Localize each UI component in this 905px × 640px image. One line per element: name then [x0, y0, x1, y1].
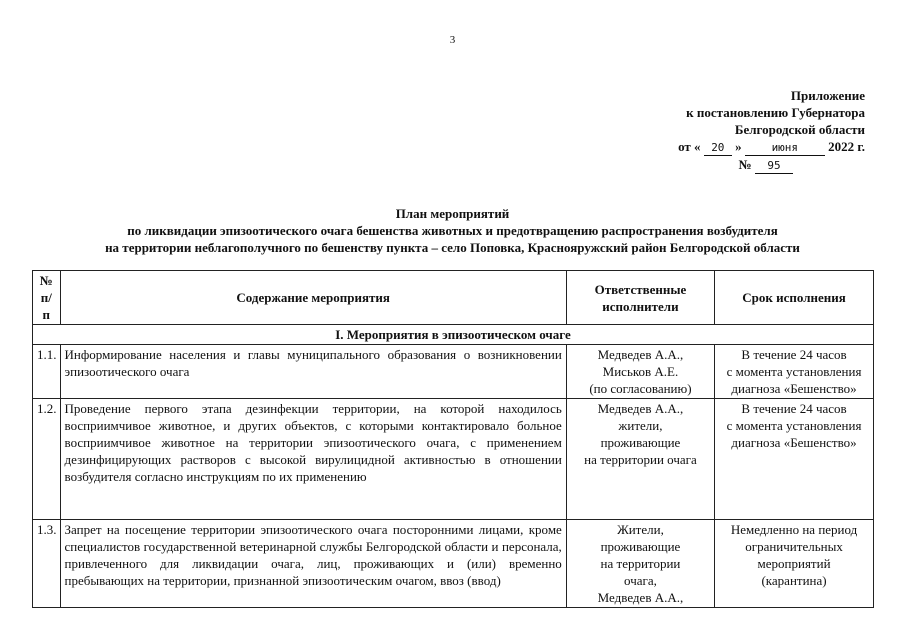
row-responsible: Медведев А.А., Миськов А.Е. (по согласованию): [566, 345, 714, 399]
number-label: №: [738, 157, 752, 172]
table-row: [33, 345, 874, 399]
header-responsible: Ответственные исполнители: [566, 271, 714, 325]
number-value-field: 95: [755, 159, 793, 174]
date-mid: »: [735, 139, 742, 154]
row-content: Проведение первого этапа дезинфекции территории, на которой находилось восприимчивое животное, и других объектов, с которыми контактировало больное восприимчивое животное на территории эпизоотического очага, с применением дезинфицирующих растворов с высокой вирулицидной активностью в отношении возбудителя согласно инструкциям по их применению: [60, 399, 566, 520]
row-content: Запрет на посещение территории эпизоотического очага посторонними лицами, кроме специалистов государственной ветеринарной службы Белгородской области и персонала, привлеченного для ликвидации очага, лиц, проживающих и (или) временно пребывающих на территории, признанной эпизоотическим очагом, ввоз (ввод): [60, 520, 566, 608]
page-number: 3: [449, 34, 456, 46]
plan-title-line3: на территории неблагополучного по бешенству пункта – село Поповка, Краснояружский район Белгородской области: [105, 240, 800, 255]
measures-table: [32, 270, 874, 608]
header-num: № п/п: [33, 271, 61, 325]
appendix-title: Приложение: [790, 88, 865, 103]
plan-title-line2: по ликвидации эпизоотического очага бешенства животных и предотвращению распространения возбудителя: [127, 223, 778, 238]
row-content: Информирование населения и главы муниципального образования о возникновении эпизоотического очага: [60, 345, 566, 399]
table-row: [33, 399, 874, 520]
date-day-field: 20: [704, 141, 732, 156]
row-deadline: В течение 24 часов с момента установления диагноза «Бешенство»: [715, 399, 874, 520]
row-deadline: В течение 24 часов с момента установления диагноза «Бешенство»: [715, 345, 874, 399]
appendix-region: Белгородской области: [734, 122, 865, 137]
appendix-date: [565, 138, 865, 156]
plan-title: [0, 205, 905, 256]
section-row: [33, 325, 874, 345]
row-responsible: Жители, проживающие на территории очага, Медведев А.А.,: [566, 520, 714, 608]
header-deadline: Срок исполнения: [715, 271, 874, 325]
table-header-row: [33, 271, 874, 325]
date-prefix: от «: [678, 139, 701, 154]
row-responsible: Медведев А.А., жители, проживающие на территории очага: [566, 399, 714, 520]
row-number: 1.2.: [33, 399, 61, 520]
section-title: I. Мероприятия в эпизоотическом очаге: [33, 325, 874, 345]
row-deadline: Немедленно на период ограничительных мероприятий (карантина): [715, 520, 874, 608]
appendix-header: [565, 87, 865, 174]
appendix-decree: к постановлению Губернатора: [686, 105, 865, 120]
date-month-field: июня: [745, 141, 825, 156]
header-content: Содержание мероприятия: [60, 271, 566, 325]
table-row: [33, 520, 874, 608]
plan-title-line1: План мероприятий: [395, 206, 510, 221]
decree-number: [565, 156, 865, 174]
row-number: 1.1.: [33, 345, 61, 399]
date-year: 2022 г.: [828, 139, 865, 154]
row-number: 1.3.: [33, 520, 61, 608]
